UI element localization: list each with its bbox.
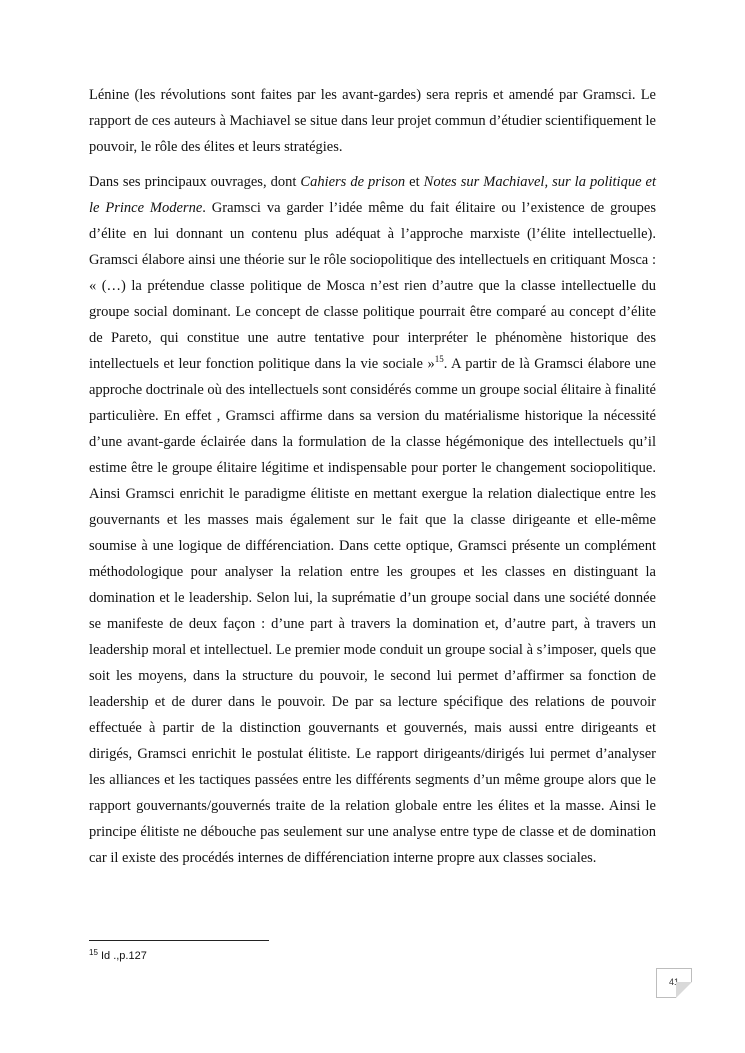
page-number: 41 xyxy=(668,977,679,987)
book-title-notes: Notes sur Machiavel, sur la politique et le Prince Moderne xyxy=(89,174,657,216)
footnote-separator xyxy=(89,940,269,941)
footnote-reference[interactable]: 15 xyxy=(434,354,444,364)
paragraph-2-intro: Dans ses principaux ouvrages, dont xyxy=(89,174,301,190)
paragraph-2-and: et xyxy=(405,174,424,190)
book-title-cahiers: Cahiers de prison xyxy=(300,174,406,190)
paragraph-2 xyxy=(89,169,656,871)
paragraph-1: Lénine (les révolutions sont faites par les avant-gardes) sera repris et amendé par Gramsci. Le rapport de ces auteurs à Machiavel se situe dans leur projet commun d’étudier scientifiquement le pouvoir, le rôle des élites et leurs stratégies. xyxy=(89,87,656,155)
footnote-text: Id .,p.127 xyxy=(97,950,147,962)
page-number-box xyxy=(656,968,692,998)
document-page xyxy=(89,82,656,871)
page-curl-icon xyxy=(676,982,692,998)
paragraph-2-body-b: . A partir de là Gramsci élabore une approche doctrinale où des intellectuels sont considérés comme un groupe social élitaire à finalité particulière. En effet , Gramsci affirme dans sa version du matérialisme historique la nécessité d’une avant-garde éclairée dans la formulation de la classe hégémonique des intellectuels qu’il estime être le groupe élitaire légitime et indispensable pour porter le changement sociopolitique. Ainsi Gramsci enrichit le paradigme élitiste en mettant exergue la relation dialectique entre les gouvernants et les masses mais également sur le fait que la classe dirigeante et elle-même soumise à une logique de différenciation. Dans cette optique, Gramsci présente un complément méthodologique pour analyser la relation entre les groupes et les classes en distinguant la domination et le leadership. Selon lui, la suprématie d’un groupe social dans une société donnée se manifeste de deux façon : d’une part à travers la domination et, d’autre part, à travers un leadership moral et intellectuel. Le premier mode conduit un groupe social à s’imposer, quels que soit les moyens, dans la structure du pouvoir, le second lui permet d’affirmer sa fonction de leadership et de durer dans le pouvoir. De par sa lecture spécifique des relations de pouvoir effectuée à partir de la distinction gouvernants et gouvernés, mais aussi entre dirigeants et dirigés, Gramsci enrichit le postulat élitiste. Le rapport dirigeants/dirigés lui permet d’analyser les alliances et les tactiques passées entre les différents segments d’un même groupe alors que le rapport gouvernants/gouvernés traite de la relation globale entre les élites et la masse. Ainsi le principe élitiste ne débouche pas seulement sur une analyse entre type de classe et de domination car il existe des procédés internes de différenciation interne propre aux classes sociales. xyxy=(89,356,656,866)
footnote xyxy=(89,948,147,962)
paragraph-2-body-a: . Gramsci va garder l’idée même du fait élitaire ou l’existence de groupes d’élite en lui donnant un contenu plus adéquat à l’approche marxiste (l’élite intellectuelle). Gramsci élabore ainsi une théorie sur le rôle sociopolitique des intellectuels en critiquant Mosca : « (…) la prétendue classe politique de Mosca n’est rien d’autre que la classe intellectuelle du groupe social dominant. Le concept de classe politique pourrait être comparé au concept d’élite de Pareto, qui constitue une autre tentative pour interpréter le phénomène historique des intellectuels et leur fonction politique dans la vie sociale » xyxy=(89,200,656,372)
footnote-mark: 15 xyxy=(89,948,98,957)
